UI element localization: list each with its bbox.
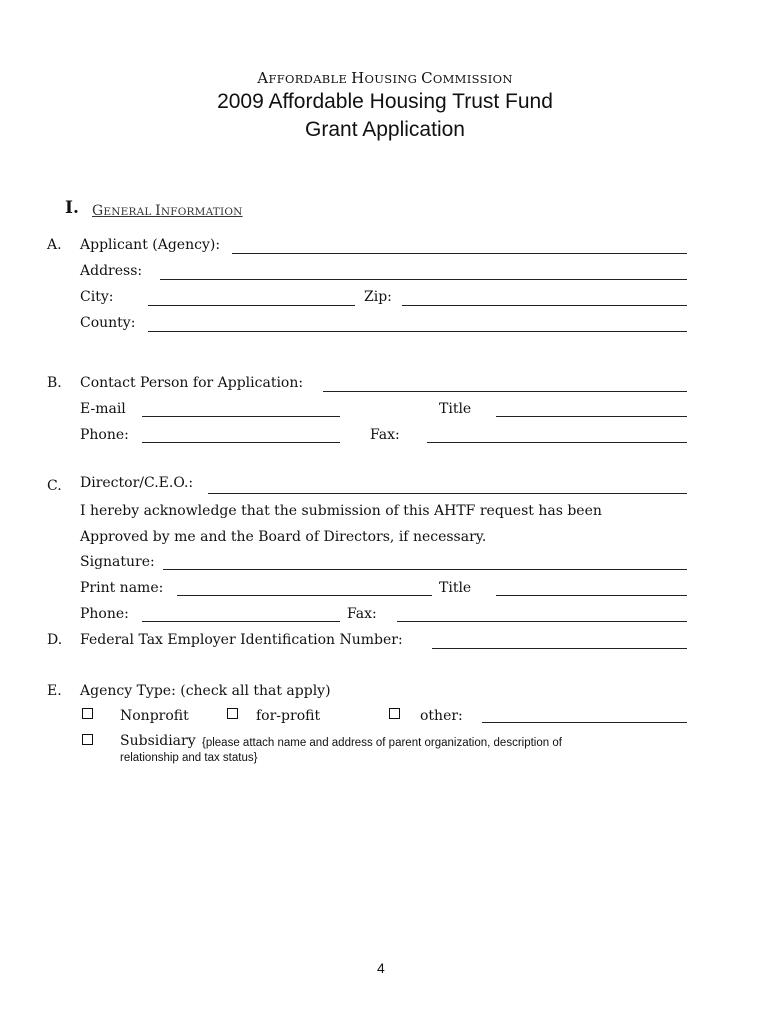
- contact-title-field[interactable]: [496, 416, 687, 417]
- print-name-label: Print name:: [80, 580, 164, 596]
- county-field[interactable]: [148, 331, 687, 332]
- director-title-label: Title: [439, 580, 472, 596]
- signature-field[interactable]: [163, 569, 687, 570]
- address-label: Address:: [80, 263, 143, 279]
- item-letter-b: B.: [47, 375, 62, 391]
- contact-person-field[interactable]: [323, 391, 687, 392]
- contact-phone-label: Phone:: [80, 427, 129, 443]
- nonprofit-label: Nonprofit: [120, 708, 189, 724]
- print-name-field[interactable]: [177, 595, 432, 596]
- contact-phone-field[interactable]: [142, 442, 340, 443]
- email-label: E-mail: [80, 401, 126, 417]
- subsidiary-note-line-1: {please attach name and address of parent organization, description of: [202, 737, 562, 749]
- item-letter-e: E.: [47, 683, 62, 699]
- director-fax-field[interactable]: [397, 621, 687, 622]
- forprofit-label: for-profit: [256, 708, 321, 724]
- email-field[interactable]: [142, 416, 340, 417]
- address-field[interactable]: [160, 279, 687, 280]
- acknowledgement-line-2: Approved by me and the Board of Directors, if necessary.: [80, 529, 487, 545]
- commission-name: AFFORDABLE HOUSING COMMISSION: [257, 69, 513, 87]
- director-phone-label: Phone:: [80, 606, 129, 622]
- director-title-field[interactable]: [496, 595, 687, 596]
- forprofit-checkbox[interactable]: [227, 708, 238, 719]
- document-title: 2009 Affordable Housing Trust Fund: [217, 90, 553, 113]
- agency-type-label: Agency Type: (check all that apply): [80, 683, 331, 699]
- subsidiary-label: Subsidiary: [120, 733, 196, 749]
- page-number: 4: [377, 960, 385, 976]
- contact-title-label: Title: [439, 401, 472, 417]
- contact-fax-label: Fax:: [370, 427, 400, 443]
- director-label: Director/C.E.O.:: [80, 475, 194, 491]
- fein-field[interactable]: [432, 648, 687, 649]
- section-number: I.: [65, 198, 79, 218]
- director-phone-field[interactable]: [142, 621, 340, 622]
- director-fax-label: Fax:: [347, 606, 377, 622]
- other-checkbox[interactable]: [389, 708, 400, 719]
- city-label: City:: [80, 289, 114, 305]
- director-field[interactable]: [208, 493, 687, 494]
- section-title: GENERAL INFORMATION: [92, 203, 243, 219]
- other-label: other:: [420, 708, 463, 724]
- county-label: County:: [80, 315, 136, 331]
- city-field[interactable]: [148, 305, 355, 306]
- zip-field[interactable]: [402, 305, 687, 306]
- nonprofit-checkbox[interactable]: [82, 708, 93, 719]
- document-subtitle: Grant Application: [305, 118, 465, 141]
- contact-person-label: Contact Person for Application:: [80, 375, 304, 391]
- contact-fax-field[interactable]: [427, 442, 687, 443]
- zip-label: Zip:: [364, 289, 392, 305]
- acknowledgement-line-1: I hereby acknowledge that the submission of this AHTF request has been: [80, 503, 602, 519]
- other-field[interactable]: [482, 722, 687, 723]
- applicant-label: Applicant (Agency):: [80, 237, 221, 253]
- item-letter-a: A.: [47, 237, 62, 253]
- item-letter-d: D.: [47, 632, 63, 648]
- signature-label: Signature:: [80, 554, 155, 570]
- applicant-field[interactable]: [232, 253, 687, 254]
- item-letter-c: C.: [47, 478, 62, 494]
- subsidiary-note-line-2: relationship and tax status}: [120, 752, 258, 764]
- subsidiary-checkbox[interactable]: [82, 734, 93, 745]
- fein-label: Federal Tax Employer Identification Number:: [80, 632, 403, 648]
